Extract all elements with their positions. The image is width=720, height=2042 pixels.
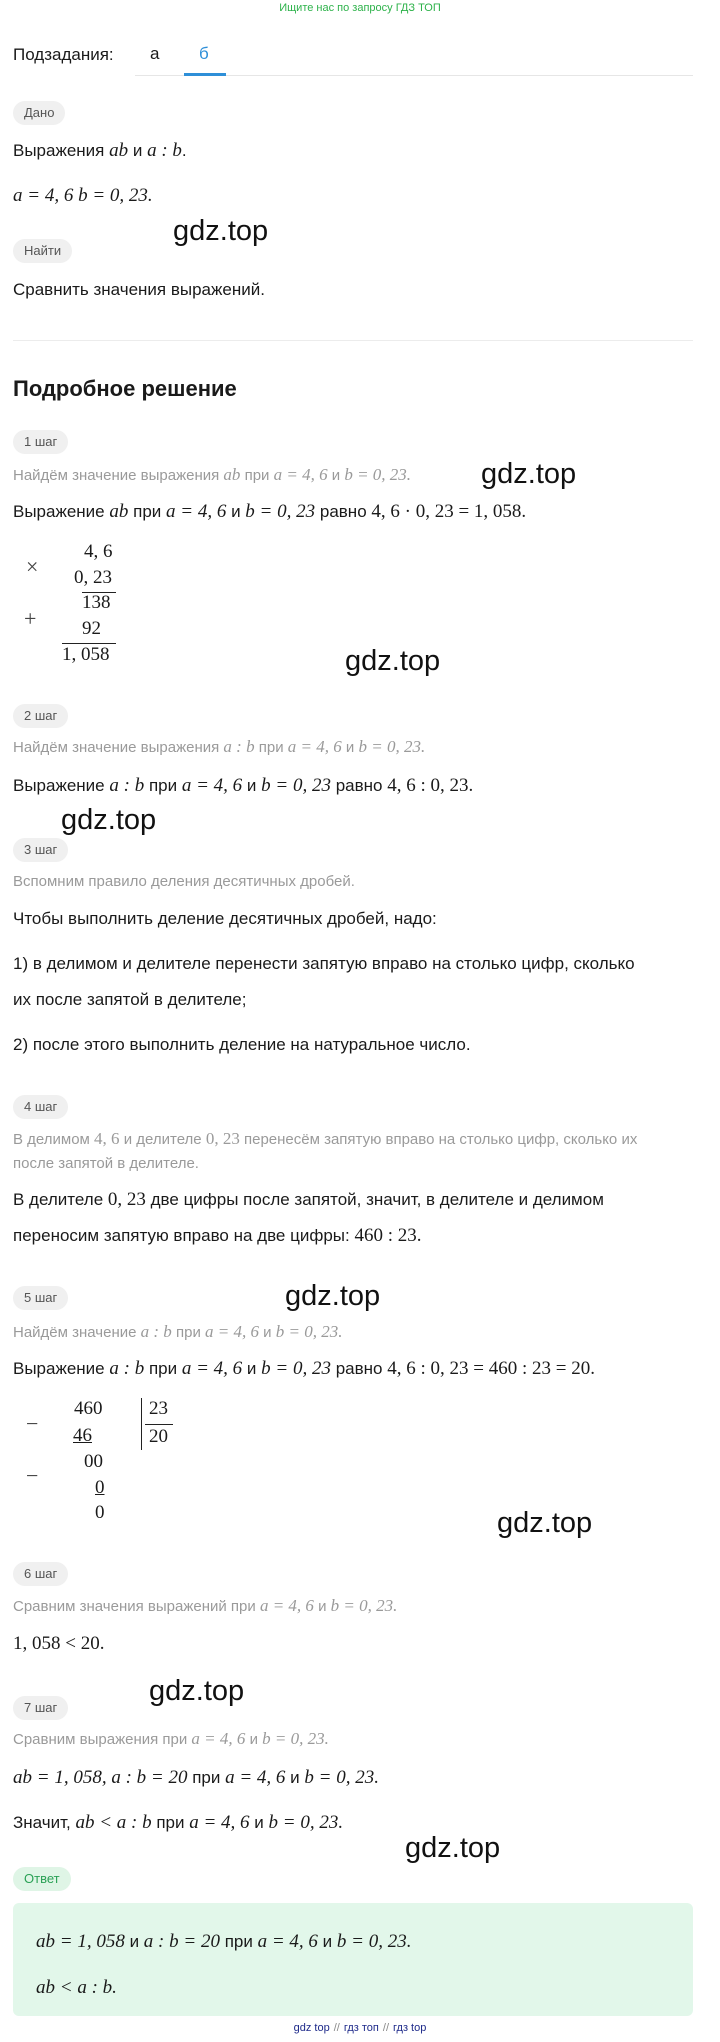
divisor-line [145,1424,173,1425]
step4-main-1: В делителе 0, 23 две цифры после запятой, значит, в делителе и делимом [13,1189,604,1210]
answer-line-1: ab = 1, 058 и a : b = 20 при a = 4, 6 и b = 0, 23. [36,1931,412,1952]
subtasks-label: Подзадания: [13,45,114,64]
answer-chip: Ответ [13,1867,71,1891]
subtrahend-2: 0 [95,1477,105,1498]
column-row-4: 92 [82,618,101,639]
step2-chip: 2 шаг [13,704,68,728]
watermark: gdz.top [345,645,441,677]
section-divider [13,340,693,341]
watermark: gdz.top [405,1832,501,1864]
footer-link[interactable]: гдз top [393,2022,427,2034]
given-values: a = 4, 6 b = 0, 23. [13,185,153,206]
subtask-tab-a[interactable]: а [150,44,160,63]
step3-rule-1a: 1) в делимом и делителе перенести запятую вправо на столько цифр, сколько [13,954,635,973]
column-row-3: 138 [82,592,111,613]
footer-link[interactable]: gdz top [293,2022,330,2034]
column-row-2: 0, 23 [74,567,112,588]
step3-rule-2: 2) после этого выполнить деление на натуральное число. [13,1035,471,1054]
active-tab-underline [184,73,226,76]
multiply-sign: × [26,554,39,579]
step1-chip: 1 шаг [13,430,68,454]
given-expressions: Выражения ab и a : b. [13,140,187,161]
divisor: 23 [149,1398,168,1419]
subtrahend-1: 46 [73,1425,92,1446]
find-chip: Найти [13,239,72,263]
step6-hint: Сравним значения выражений при a = 4, 6 и b = 0, 23. [13,1596,398,1615]
step1-hint: Найдём значение выражения ab при a = 4, 6 и b = 0, 23. [13,465,412,484]
step4-chip: 4 шаг [13,1095,68,1119]
step3-hint: Вспомним правило деления десятичных дробей. [13,873,355,890]
step4-hint-1: В делимом 4, 6 и делителе 0, 23 перенесём запятую вправо на столько цифр, сколько их [13,1129,638,1148]
watermark: gdz.top [481,458,577,490]
step1-main: Выражение ab при a = 4, 6 и b = 0, 23 равно 4, 6 · 0, 23 = 1, 058. [13,501,527,522]
watermark: gdz.top [61,804,157,836]
quotient: 20 [149,1426,168,1447]
column-result: 1, 058 [62,644,110,665]
remainder-2: 0 [95,1502,105,1523]
step6-main: 1, 058 < 20. [13,1633,105,1654]
step7-main: ab = 1, 058, a : b = 20 при a = 4, 6 и b = 0, 23. [13,1767,379,1788]
given-chip: Дано [13,101,65,125]
watermark: gdz.top [173,215,269,247]
top-banner[interactable]: Ищите нас по запросу ГДЗ ТОП [279,2,441,14]
watermark: gdz.top [285,1280,381,1312]
step3-rule-1b: их после запятой в делителе; [13,990,247,1009]
step4-hint-2: после запятой в делителе. [13,1155,199,1172]
footer-links: gdz top // гдз топ // гдз top [293,2022,427,2034]
division-vertical-line [141,1398,142,1450]
step3-rule-intro: Чтобы выполнить деление десятичных дробей, надо: [13,909,437,928]
step6-chip: 6 шаг [13,1562,68,1586]
watermark: gdz.top [149,1675,245,1707]
dividend: 460 [74,1398,103,1419]
step5-hint: Найдём значение a : b при a = 4, 6 и b = 0, 23. [13,1322,343,1341]
solution-title: Подробное решение [13,376,237,401]
step4-main-2: переносим запятую вправо на две цифры: 460 : 23. [13,1225,422,1246]
step5-main: Выражение a : b при a = 4, 6 и b = 0, 23 равно 4, 6 : 0, 23 = 460 : 23 = 20. [13,1358,595,1379]
plus-sign: + [24,606,37,631]
remainder-1: 00 [84,1451,103,1472]
footer-link[interactable]: гдз топ [343,2022,379,2034]
subtask-tab-b[interactable]: б [199,44,209,63]
step7-conclusion: Значит, ab < a : b при a = 4, 6 и b = 0, 23. [13,1812,344,1833]
minus-sign-2: − [26,1463,39,1488]
step3-chip: 3 шаг [13,838,68,862]
watermark: gdz.top [497,1507,593,1539]
answer-line-2: ab < a : b. [36,1977,117,1998]
step7-chip: 7 шаг [13,1696,68,1720]
step7-hint: Сравним выражения при a = 4, 6 и b = 0, 23. [13,1729,329,1748]
step2-main: Выражение a : b при a = 4, 6 и b = 0, 23 равно 4, 6 : 0, 23. [13,775,474,796]
minus-sign-1: − [26,1411,39,1436]
step2-hint: Найдём значение выражения a : b при a = 4, 6 и b = 0, 23. [13,737,426,756]
find-text: Сравнить значения выражений. [13,280,265,299]
step5-chip: 5 шаг [13,1286,68,1310]
column-row-1: 4, 6 [84,541,113,562]
